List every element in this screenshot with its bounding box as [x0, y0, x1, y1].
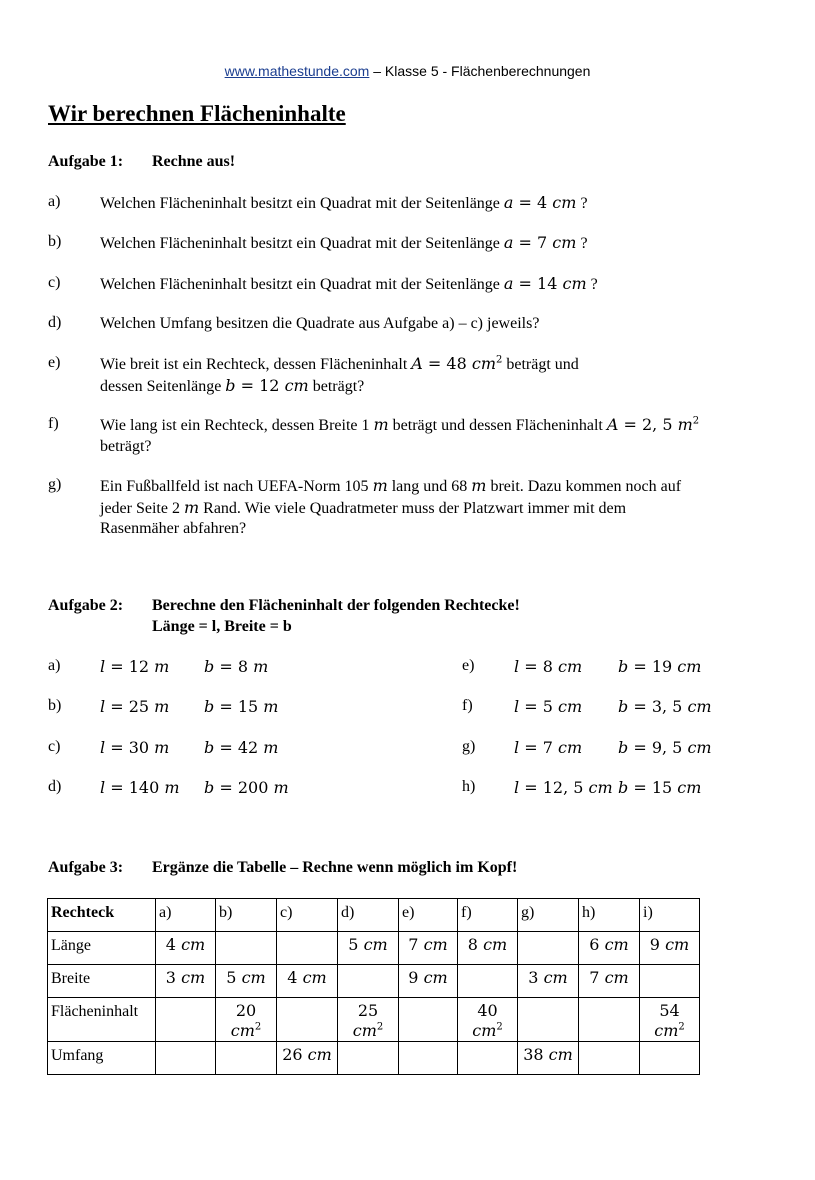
table-cell — [579, 965, 640, 998]
task2-item-letter: e) — [462, 657, 475, 674]
table-cell — [579, 998, 640, 1042]
table-cell — [338, 1042, 399, 1075]
math-unit: cm — [302, 968, 327, 987]
math-variable: b — [204, 778, 215, 797]
task2-heading — [0, 597, 815, 639]
table-cell — [458, 932, 518, 965]
task1-heading — [0, 153, 815, 173]
math-value: = 25 — [105, 697, 150, 716]
math-value: 38 — [523, 1045, 549, 1064]
math-value: = 15 — [214, 697, 259, 716]
table-row-label: Länge — [48, 932, 156, 965]
math-value: 4 — [287, 968, 303, 987]
table-cell — [399, 998, 458, 1042]
math-unit: cm — [665, 935, 690, 954]
table-row — [48, 998, 700, 1042]
task2-width — [204, 738, 278, 758]
task1-item-text: Welchen Umfang besitzen die Quadrate aus Aufgabe a) – c) jeweils? — [100, 315, 540, 332]
math-unit: m — [149, 738, 170, 757]
math-variable: a — [503, 274, 514, 293]
table-cell — [156, 965, 216, 998]
math-value: 40 — [477, 1001, 498, 1020]
task3-number: Aufgabe 3: — [48, 859, 124, 876]
page-title: Wir berechnen Flächeninhalte — [48, 101, 346, 126]
table-header-cell: f) — [458, 899, 518, 932]
table-cell — [338, 965, 399, 998]
table-cell — [579, 932, 640, 965]
math-exponent: 2 — [376, 1021, 384, 1033]
math-value: = 2, 5 — [618, 415, 678, 434]
math-variable: l — [100, 697, 106, 716]
math-value: 20 — [235, 1001, 257, 1020]
table-header-cell: a) — [156, 899, 216, 932]
math-value: = 4 — [513, 193, 553, 212]
math-value: 9 — [649, 935, 666, 954]
math-unit: m — [268, 778, 289, 797]
table-cell — [518, 998, 579, 1042]
math-value: = 8 — [519, 657, 553, 676]
math-unit: cm — [423, 968, 448, 987]
math-unit: m — [373, 415, 389, 434]
math-value: = 12 — [105, 657, 150, 676]
math-unit: cm — [483, 935, 508, 954]
task2-length — [100, 738, 169, 758]
page-header — [0, 63, 815, 79]
task2-item-letter: f) — [462, 697, 473, 714]
table-cell — [216, 932, 277, 965]
math-value: = 9, 5 — [628, 738, 683, 757]
task2-item-letter: c) — [48, 738, 61, 755]
table-header-cell: i) — [640, 899, 700, 932]
math-value: 54 — [659, 1001, 680, 1020]
math-unit: cm — [352, 1021, 377, 1040]
math-variable: A — [606, 415, 619, 434]
header-subtitle: – Klasse 5 - Flächenberechnungen — [369, 63, 591, 79]
math-variable: b — [204, 738, 215, 757]
task1-item-letter: c) — [48, 274, 61, 291]
rectangle-table — [47, 898, 700, 1075]
math-value: = 5 — [519, 697, 553, 716]
table-cell — [216, 1042, 277, 1075]
table-cell — [458, 1042, 518, 1075]
math-unit: cm — [672, 657, 702, 676]
task1-item-text: Wie lang ist ein Rechteck, dessen Breite 1 m beträgt und dessen Flächeninhalt A = 2, 5 $m^2$ beträgt? — [100, 415, 700, 455]
task2-length — [100, 778, 180, 798]
table-cell — [579, 1042, 640, 1075]
task2-number: Aufgabe 2: — [48, 597, 124, 614]
table-header-cell: d) — [338, 899, 399, 932]
math-variable: a — [503, 193, 514, 212]
math-unit: m — [149, 657, 170, 676]
math-value: = 15 — [628, 778, 673, 797]
table-cell — [277, 1042, 338, 1075]
task3-heading — [0, 859, 815, 879]
table-cell — [399, 1042, 458, 1075]
math-unit: cm — [562, 274, 587, 293]
math-value: 5 — [348, 935, 364, 954]
math-exponent: 2 — [496, 1021, 503, 1033]
math-unit: cm — [604, 935, 629, 954]
math-unit: cm — [552, 233, 577, 252]
table-header-cell: b) — [216, 899, 277, 932]
math-unit: m — [248, 657, 269, 676]
math-variable: a — [503, 233, 514, 252]
task1-item-text: Wie breit ist ein Rechteck, dessen Flächeninhalt A = 48 $cm^2$ beträgt und dessen Seitenlänge b = 12 cm beträgt? — [100, 354, 579, 395]
task2-length — [100, 657, 169, 677]
task1-item-letter: b) — [48, 233, 62, 250]
table-cell — [399, 965, 458, 998]
table-cell — [518, 965, 579, 998]
table-row — [48, 1042, 700, 1075]
table-header-cell: Rechteck — [48, 899, 156, 932]
math-unit: cm — [682, 738, 712, 757]
task2-length — [514, 738, 582, 758]
table-cell — [156, 998, 216, 1042]
table-cell — [277, 998, 338, 1042]
table-cell — [458, 998, 518, 1042]
math-unit: cm — [604, 968, 629, 987]
math-value: 4 — [165, 935, 182, 954]
math-value: 3 — [165, 968, 182, 987]
math-variable: b — [204, 697, 215, 716]
table-cell — [277, 965, 338, 998]
math-value: = 8 — [214, 657, 249, 676]
math-unit: m — [159, 778, 180, 797]
task2-width — [618, 657, 701, 677]
math-unit: cm — [682, 697, 712, 716]
math-unit: cm — [307, 1045, 332, 1064]
math-unit: cm — [181, 935, 206, 954]
math-unit: cm — [472, 1021, 497, 1040]
table-cell — [216, 998, 277, 1042]
math-unit: cm — [552, 697, 583, 716]
math-value: = 12, 5 — [519, 778, 584, 797]
table-cell — [640, 932, 700, 965]
math-value: = 19 — [628, 657, 673, 676]
math-unit: cm — [284, 375, 309, 395]
table-cell — [338, 932, 399, 965]
math-variable: l — [100, 738, 106, 757]
math-unit: cm — [241, 968, 266, 987]
table-row-label: Umfang — [48, 1042, 156, 1075]
math-unit: cm — [363, 935, 388, 954]
table-row-label: Breite — [48, 965, 156, 998]
math-value: 25 — [357, 1001, 379, 1020]
task2-length — [514, 697, 582, 717]
math-value: = 140 — [105, 778, 160, 797]
math-variable: b — [204, 657, 215, 676]
math-value: 6 — [589, 935, 605, 954]
task1-number: Aufgabe 1: — [48, 153, 124, 170]
math-value: = 48 — [422, 354, 472, 373]
task2-width — [618, 738, 712, 758]
math-exponent: 2 — [678, 1021, 685, 1033]
task2-instruction: Berechne den Flächeninhalt der folgenden Rechtecke! — [152, 597, 520, 614]
math-unit: cm — [423, 935, 448, 954]
math-exponent: 2 — [254, 1021, 262, 1033]
table-header-cell: c) — [277, 899, 338, 932]
task2-item-letter: h) — [462, 778, 476, 795]
task3-instruction: Ergänze die Tabelle – Rechne wenn möglich im Kopf! — [152, 859, 518, 876]
task2-length — [514, 778, 613, 798]
math-value: 7 — [408, 935, 424, 954]
math-unit: m — [258, 738, 279, 757]
table-cell — [640, 965, 700, 998]
math-exponent: 2 — [496, 354, 503, 366]
math-unit: m — [183, 497, 200, 517]
website-link[interactable]: www.mathestunde.com — [224, 63, 370, 79]
task2-item-letter: a) — [48, 657, 61, 674]
math-variable: l — [100, 778, 106, 797]
table-cell — [640, 998, 700, 1042]
math-value: = 7 — [513, 233, 553, 252]
math-exponent: 2 — [692, 415, 700, 427]
math-unit: m — [149, 697, 170, 716]
table-header-cell: h) — [579, 899, 640, 932]
math-unit: m — [677, 415, 693, 434]
task1-item-letter: f) — [48, 415, 59, 432]
math-unit: cm — [543, 968, 568, 987]
math-variable: l — [514, 697, 520, 716]
task2-length — [100, 697, 169, 717]
table-header-cell: g) — [518, 899, 579, 932]
math-value: = 42 — [214, 738, 259, 757]
table-row — [48, 932, 700, 965]
math-value: = 200 — [214, 778, 269, 797]
math-unit: cm — [471, 354, 496, 373]
task1-item-text: Ein Fußballfeld ist nach UEFA-Norm 105 m lang und 68 m breit. Dazu kommen noch auf jeder Seite 2 m Rand. Wie viele Quadratmeter muss der Platzwart immer mit dem Rasenmäher abfahren? — [100, 476, 682, 537]
table-cell — [458, 965, 518, 998]
table-cell — [518, 1042, 579, 1075]
task2-width — [204, 697, 278, 717]
math-unit: cm — [552, 193, 577, 212]
math-unit: cm — [654, 1021, 679, 1040]
table-cell — [518, 932, 579, 965]
math-unit: cm — [552, 738, 583, 757]
task2-item-letter: b) — [48, 697, 62, 714]
math-variable: b — [225, 375, 236, 395]
table-cell — [156, 1042, 216, 1075]
math-unit: cm — [230, 1021, 255, 1040]
math-unit: m — [372, 476, 388, 495]
table-header-cell: e) — [399, 899, 458, 932]
math-unit: cm — [583, 778, 613, 797]
math-variable: l — [514, 778, 520, 797]
table-cell — [399, 932, 458, 965]
task2-item-letter: g) — [462, 738, 476, 755]
math-value: = 30 — [105, 738, 150, 757]
task2-definition: Länge = l, Breite = b — [152, 618, 292, 635]
table-cell — [640, 1042, 700, 1075]
task2-width — [618, 697, 712, 717]
math-variable: b — [618, 778, 629, 797]
task1-item-letter: a) — [48, 193, 61, 210]
task1-item-text: Welchen Flächeninhalt besitzt ein Quadrat mit der Seitenlänge a = 7 cm ? — [100, 233, 588, 252]
math-value: 5 — [226, 968, 242, 987]
math-value: 8 — [467, 935, 484, 954]
task2-item-letter: d) — [48, 778, 62, 795]
task2-length — [514, 657, 582, 677]
math-value: = 3, 5 — [628, 697, 683, 716]
math-variable: l — [514, 738, 520, 757]
math-variable: l — [100, 657, 106, 676]
table-cell — [216, 965, 277, 998]
math-value: 3 — [528, 968, 544, 987]
task1-item-letter: e) — [48, 354, 61, 371]
table-header-row — [48, 899, 700, 932]
task1-instruction: Rechne aus! — [152, 153, 236, 170]
table-row — [48, 965, 700, 998]
math-value: 7 — [589, 968, 605, 987]
task1-item-letter: g) — [48, 476, 62, 493]
math-variable: b — [618, 697, 629, 716]
math-value: = 7 — [519, 738, 553, 757]
math-unit: cm — [548, 1045, 573, 1064]
task1-item-text: Welchen Flächeninhalt besitzt ein Quadrat mit der Seitenlänge a = 14 cm ? — [100, 274, 598, 293]
task2-width — [204, 657, 268, 677]
math-variable: l — [514, 657, 520, 676]
task2-width — [618, 778, 701, 798]
math-unit: cm — [672, 778, 702, 797]
table-cell — [277, 932, 338, 965]
task1-item-letter: d) — [48, 314, 62, 331]
math-unit: m — [471, 476, 487, 495]
math-unit: cm — [181, 968, 206, 987]
math-value: = 12 — [235, 375, 285, 395]
table-row-label: Flächeninhalt — [48, 998, 156, 1042]
math-unit: m — [258, 697, 279, 716]
task2-width — [204, 778, 289, 798]
math-unit: cm — [552, 657, 583, 676]
task1-item-text: Welchen Flächeninhalt besitzt ein Quadrat mit der Seitenlänge a = 4 cm ? — [100, 193, 588, 212]
math-value: = 14 — [513, 274, 563, 293]
table-cell — [338, 998, 399, 1042]
table-cell — [156, 932, 216, 965]
math-value: 26 — [282, 1045, 308, 1064]
math-variable: b — [618, 738, 629, 757]
math-variable: b — [618, 657, 629, 676]
math-value: 9 — [408, 968, 424, 987]
math-variable: A — [411, 354, 423, 373]
